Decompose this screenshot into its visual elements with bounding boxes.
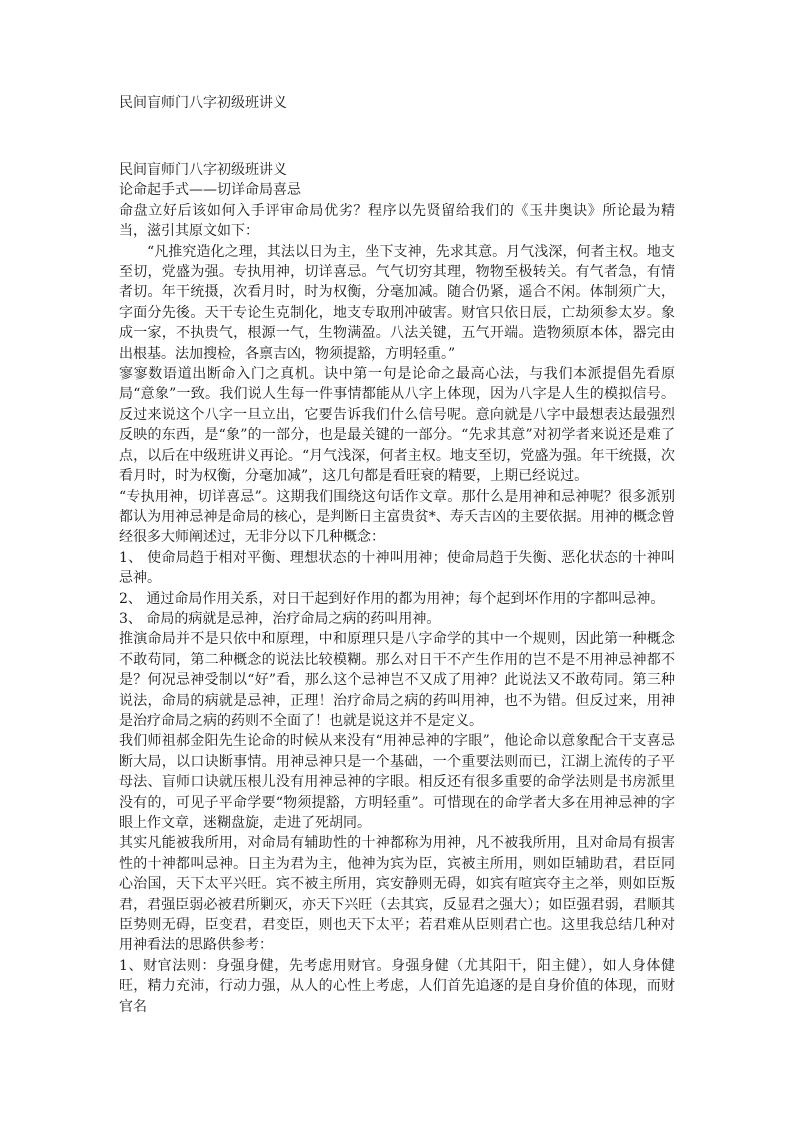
- paragraph-definition: 其实凡能被我所用，对命局有辅助性的十神都称为用神，凡不被我所用，且对命局有损害性的十神都叫忌神。日主为君为主，他神为宾为臣，宾被主所用，则如臣辅助君，君臣同心治国，天下太平兴旺。宾不被主所用，宾安静则无碍，如宾有喧宾夺主之举，则如臣叛君，君强臣弱必被君所剿灭，亦天下兴旺（去其宾，反显君之强大）；如臣强君弱，君顺其臣势则无碍，臣变君，君变臣，则也天下太平；若君难从臣则君亡也。这里我总结几种对用神看法的思路供参考：: [119, 835, 675, 954]
- document-body: [119, 160, 675, 1017]
- paragraph-quote: “凡推究造化之理，其法以日为主，坐下支神，先求其意。月气浅深，何者主权。地支至切，党盛为强。专执用神，切详喜忌。气气切穷其理，物物至极转关。有气者急，有情者切。年干统摄，次看月时，时为权衡，分毫加减。随合仍紧，遥合不闲。体制须广大，字面分先後。天干专论生克制化，地支专取刑冲破害。财官只依日辰，亡劫须参太岁。象成一家，不执贵气，根源一气，生物满盈。八法关键，五气开端。造物须原本体，器完由出根基。法加搜检，各禀吉凶，物须提豁，方明轻重。”: [119, 243, 675, 362]
- paragraph-yongshen-intro: “专执用神，切详喜忌”。这期我们围绕这句话作文章。那什么是用神和忌神呢？很多派别都认为用神忌神是命局的核心，是判断日主富贵贫*、寿夭吉凶的主要依据。用神的概念曾经很多大师阐述过，无非分以下几种概念：: [119, 488, 675, 546]
- document-subheading: 论命起手式——切详命局喜忌: [119, 182, 301, 199]
- paragraph-intro: 命盘立好后该如何入手评审命局优劣？程序以先贤留给我们的《玉井奥诀》所论最为精当，滋引其原文如下：: [119, 202, 675, 240]
- paragraph-master: 我们师祖郝金阳先生论命的时候从来没有“用神忌神的字眼”，他论命以意象配合干支喜忌断大局，以口诀断事情。用神忌神只是一个基础，一个重要法则而已，江湖上流传的子平母法、盲师口诀就压根儿没有用神忌神的字眼。相反还有很多重要的命学法则是书房派里没有的，可见子平命学要“物须提豁，方明轻重”。可惜现在的命学者大多在用神忌神的字眼上作文章，迷糊盘旋，走进了死胡同。: [119, 733, 675, 831]
- paragraph-analysis: 推演命局并不是只依中和原理，中和原理只是八字命学的其中一个规则，因此第一种概念不敢苟同，第二种概念的说法比较模糊。那么对日干不产生作用的岂不是不用神忌神都不是？何况忌神受制以“好”看，那么这个忌神岂不又成了用神？此说法又不敢苟同。第三种说法，命局的病就是忌神，正理！治疗命局之病的药叫用神，也不为错。但反过来，用神是治疗命局之病的药则不全面了！也就是说这并不是定义。: [119, 631, 675, 729]
- list-item-concept-1: 1、 使命局趋于相对平衡、理想状态的十神叫用神；使命局趋于失衡、恶化状态的十神叫忌神。: [119, 549, 675, 587]
- document-heading: 民间盲师门八字初级班讲义: [119, 162, 287, 178]
- paragraph-rule-1: 1、财官法则：身强身健，先考虑用财官。身强身健（尤其阳干，阳主健），如人身体健旺，精力充沛，行动力强，从人的心性上考虑，人们首先追逐的是自身价值的体现，而财官名: [119, 957, 675, 1015]
- page-title: 民间盲师门八字初级班讲义: [119, 95, 287, 111]
- list-item-concept-3: 3、 命局的病就是忌神，治疗命局之病的药叫用神。: [119, 610, 441, 627]
- paragraph-commentary: 寥寥数语道出断命入门之真机。诀中第一句是论命之最高心法，与我们本派提倡先看原局“意象”一致。我们说人生每一件事情都能从八字上体现，因为八字是人生的模拟信号。反过来说这个八字一旦立出，它要告诉我们什么信号呢。意向就是八字中最想表达最强烈反映的东西，是“象”的一部分，也是最关键的一部分。“先求其意”对初学者来说还是难了点，以后在中级班讲义再论。“月气浅深，何者主权。地支至切，党盛为强。年干统摄，次看月时，时为权衡，分毫加减”，这几句都是看旺衰的精要，上期已经说过。: [119, 366, 675, 485]
- list-item-concept-2: 2、 通过命局作用关系，对日干起到好作用的都为用神；每个起到坏作用的字都叫忌神。: [119, 590, 665, 607]
